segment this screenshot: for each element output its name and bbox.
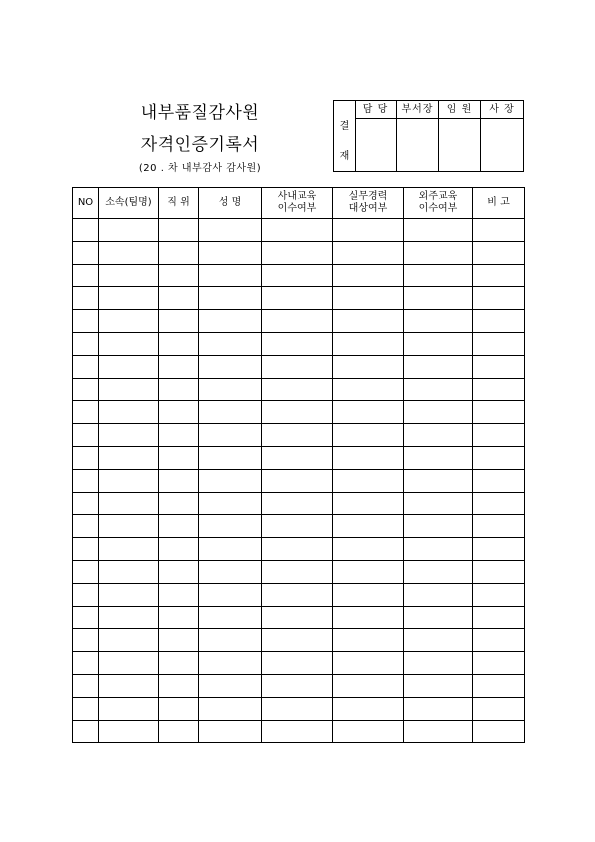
table-cell[interactable]	[199, 652, 262, 675]
table-cell[interactable]	[73, 492, 99, 515]
table-cell[interactable]	[473, 560, 525, 583]
table-cell[interactable]	[404, 469, 473, 492]
table-cell[interactable]	[333, 401, 404, 424]
table-cell[interactable]	[404, 606, 473, 629]
table-cell[interactable]	[333, 446, 404, 469]
document-title-line2: 자격인증기록서	[140, 135, 260, 155]
table-row	[73, 720, 525, 743]
table-row	[73, 583, 525, 606]
table-cell[interactable]	[159, 355, 199, 378]
table-cell[interactable]	[199, 241, 262, 264]
table-cell[interactable]	[159, 378, 199, 401]
table-cell[interactable]	[473, 378, 525, 401]
table-cell[interactable]	[199, 629, 262, 652]
table-cell[interactable]	[199, 697, 262, 720]
table-cell[interactable]	[473, 515, 525, 538]
header-work-experience: 실무경력 대상여부	[333, 188, 404, 219]
table-cell[interactable]	[73, 469, 99, 492]
table-cell[interactable]	[333, 492, 404, 515]
table-cell[interactable]	[199, 560, 262, 583]
table-cell[interactable]	[73, 538, 99, 561]
table-cell[interactable]	[473, 355, 525, 378]
table-cell[interactable]	[404, 652, 473, 675]
table-cell[interactable]	[73, 652, 99, 675]
table-cell[interactable]	[333, 515, 404, 538]
table-cell[interactable]	[199, 674, 262, 697]
table-cell[interactable]	[199, 538, 262, 561]
table-cell[interactable]	[199, 355, 262, 378]
table-cell[interactable]	[99, 538, 159, 561]
table-cell[interactable]	[159, 469, 199, 492]
table-cell[interactable]	[333, 629, 404, 652]
table-cell[interactable]	[159, 720, 199, 743]
table-row	[73, 538, 525, 561]
table-cell[interactable]	[333, 538, 404, 561]
table-cell[interactable]	[404, 264, 473, 287]
table-cell[interactable]	[159, 424, 199, 447]
table-cell[interactable]	[262, 241, 333, 264]
table-cell[interactable]	[473, 219, 525, 242]
table-cell[interactable]	[159, 652, 199, 675]
table-cell[interactable]	[333, 606, 404, 629]
table-cell[interactable]	[404, 287, 473, 310]
table-cell[interactable]	[99, 446, 159, 469]
table-cell[interactable]	[404, 355, 473, 378]
table-cell[interactable]	[262, 310, 333, 333]
table-row	[73, 674, 525, 697]
table-cell[interactable]	[99, 583, 159, 606]
table-cell[interactable]	[404, 241, 473, 264]
table-cell[interactable]	[404, 583, 473, 606]
table-cell[interactable]	[333, 424, 404, 447]
table-row	[73, 424, 525, 447]
table-cell[interactable]	[262, 219, 333, 242]
header-department: 소속(팀명)	[99, 188, 159, 219]
table-cell[interactable]	[404, 401, 473, 424]
table-cell[interactable]	[73, 401, 99, 424]
table-cell[interactable]	[99, 697, 159, 720]
table-row	[73, 629, 525, 652]
table-cell[interactable]	[199, 515, 262, 538]
table-cell[interactable]	[159, 606, 199, 629]
table-cell[interactable]	[73, 355, 99, 378]
table-cell[interactable]	[159, 332, 199, 355]
table-cell[interactable]	[99, 606, 159, 629]
table-header-row	[73, 188, 525, 219]
table-cell[interactable]	[262, 492, 333, 515]
document-subtitle: (20 . 차 내부감사 감사원)	[138, 163, 262, 174]
table-cell[interactable]	[333, 697, 404, 720]
table-cell[interactable]	[73, 287, 99, 310]
approval-header: 부서장	[397, 101, 438, 119]
table-cell[interactable]	[404, 629, 473, 652]
table-cell[interactable]	[99, 332, 159, 355]
table-row	[73, 446, 525, 469]
table-cell[interactable]	[262, 652, 333, 675]
table-cell[interactable]	[99, 492, 159, 515]
table-row	[73, 310, 525, 333]
approval-column	[355, 101, 397, 171]
table-cell[interactable]	[262, 560, 333, 583]
table-cell[interactable]	[199, 424, 262, 447]
table-cell[interactable]	[404, 219, 473, 242]
table-cell[interactable]	[473, 629, 525, 652]
approval-label	[334, 101, 356, 171]
table-cell[interactable]	[333, 264, 404, 287]
table-cell[interactable]	[473, 401, 525, 424]
table-cell[interactable]	[262, 674, 333, 697]
table-cell[interactable]	[99, 287, 159, 310]
table-cell[interactable]	[99, 355, 159, 378]
table-cell[interactable]	[404, 492, 473, 515]
table-cell[interactable]	[333, 560, 404, 583]
table-cell[interactable]	[99, 219, 159, 242]
table-cell[interactable]	[199, 219, 262, 242]
approval-header: 임 원	[439, 101, 480, 119]
table-cell[interactable]	[99, 629, 159, 652]
table-cell[interactable]	[262, 332, 333, 355]
approval-header: 사 장	[481, 101, 523, 119]
table-cell[interactable]	[99, 310, 159, 333]
table-cell[interactable]	[473, 287, 525, 310]
table-cell[interactable]	[262, 287, 333, 310]
table-cell[interactable]	[262, 697, 333, 720]
table-row	[73, 355, 525, 378]
table-cell[interactable]	[99, 652, 159, 675]
table-cell[interactable]	[199, 332, 262, 355]
table-cell[interactable]	[333, 720, 404, 743]
table-cell[interactable]	[404, 538, 473, 561]
table-cell[interactable]	[159, 560, 199, 583]
table-cell[interactable]	[333, 241, 404, 264]
approval-label-top: 결	[339, 121, 350, 132]
table-cell[interactable]	[473, 674, 525, 697]
table-cell[interactable]	[73, 332, 99, 355]
table-cell[interactable]	[159, 515, 199, 538]
table-cell[interactable]	[73, 515, 99, 538]
table-cell[interactable]	[404, 674, 473, 697]
table-cell[interactable]	[262, 446, 333, 469]
table-cell[interactable]	[404, 515, 473, 538]
table-cell[interactable]	[159, 697, 199, 720]
document-title-line1: 내부품질감사원	[140, 103, 260, 123]
table-cell[interactable]	[73, 446, 99, 469]
table-cell[interactable]	[73, 560, 99, 583]
table-cell[interactable]	[262, 606, 333, 629]
approval-column	[397, 101, 439, 171]
table-row	[73, 241, 525, 264]
table-cell[interactable]	[199, 446, 262, 469]
table-cell[interactable]	[473, 583, 525, 606]
table-cell[interactable]	[262, 583, 333, 606]
table-cell[interactable]	[199, 583, 262, 606]
approval-header: 담 당	[355, 101, 396, 119]
table-row	[73, 697, 525, 720]
table-cell[interactable]	[199, 401, 262, 424]
table-cell[interactable]	[159, 264, 199, 287]
header-position: 직 위	[159, 188, 199, 219]
table-cell[interactable]	[333, 378, 404, 401]
table-row	[73, 469, 525, 492]
table-cell[interactable]	[199, 492, 262, 515]
table-cell[interactable]	[262, 629, 333, 652]
table-cell[interactable]	[73, 241, 99, 264]
table-cell[interactable]	[99, 264, 159, 287]
table-cell[interactable]	[73, 697, 99, 720]
table-row	[73, 606, 525, 629]
table-row	[73, 560, 525, 583]
table-cell[interactable]	[473, 332, 525, 355]
table-cell[interactable]	[73, 583, 99, 606]
table-cell[interactable]	[73, 629, 99, 652]
table-row	[73, 652, 525, 675]
table-row	[73, 287, 525, 310]
table-cell[interactable]	[99, 560, 159, 583]
table-cell[interactable]	[262, 424, 333, 447]
table-cell[interactable]	[99, 515, 159, 538]
table-cell[interactable]	[333, 674, 404, 697]
table-cell[interactable]	[404, 446, 473, 469]
header-name: 성 명	[199, 188, 262, 219]
table-cell[interactable]	[473, 241, 525, 264]
table-cell[interactable]	[404, 332, 473, 355]
approval-label-bottom: 재	[339, 151, 350, 162]
table-cell[interactable]	[404, 697, 473, 720]
table-row	[73, 332, 525, 355]
table-cell[interactable]	[159, 401, 199, 424]
table-cell[interactable]	[404, 310, 473, 333]
table-cell[interactable]	[333, 583, 404, 606]
table-cell[interactable]	[99, 401, 159, 424]
table-cell[interactable]	[473, 492, 525, 515]
table-cell[interactable]	[262, 538, 333, 561]
table-cell[interactable]	[333, 287, 404, 310]
table-cell[interactable]	[262, 515, 333, 538]
table-cell[interactable]	[473, 697, 525, 720]
table-cell[interactable]	[404, 720, 473, 743]
table-cell[interactable]	[73, 424, 99, 447]
table-cell[interactable]	[262, 401, 333, 424]
table-cell[interactable]	[99, 674, 159, 697]
table-cell[interactable]	[333, 652, 404, 675]
approval-column	[439, 101, 481, 171]
table-cell[interactable]	[473, 469, 525, 492]
table-cell[interactable]	[159, 310, 199, 333]
table-row	[73, 515, 525, 538]
table-cell[interactable]	[262, 264, 333, 287]
table-row	[73, 378, 525, 401]
table-cell[interactable]	[99, 424, 159, 447]
table-cell[interactable]	[159, 629, 199, 652]
table-cell[interactable]	[262, 720, 333, 743]
table-cell[interactable]	[333, 332, 404, 355]
table-cell[interactable]	[99, 720, 159, 743]
table-cell[interactable]	[73, 606, 99, 629]
table-cell[interactable]	[199, 378, 262, 401]
header-internal-training: 사내교육 이수여부	[262, 188, 333, 219]
table-row	[73, 219, 525, 242]
table-cell[interactable]	[159, 446, 199, 469]
qualification-record-table	[72, 187, 525, 743]
table-cell[interactable]	[473, 606, 525, 629]
approval-box	[333, 100, 524, 172]
table-cell[interactable]	[73, 674, 99, 697]
header-external-training: 외주교육 이수여부	[404, 188, 473, 219]
table-cell[interactable]	[99, 241, 159, 264]
table-cell[interactable]	[73, 378, 99, 401]
table-cell[interactable]	[73, 720, 99, 743]
table-cell[interactable]	[333, 469, 404, 492]
table-cell[interactable]	[199, 310, 262, 333]
table-cell[interactable]	[159, 287, 199, 310]
table-cell[interactable]	[159, 583, 199, 606]
table-cell[interactable]	[199, 606, 262, 629]
table-cell[interactable]	[199, 287, 262, 310]
table-cell[interactable]	[73, 219, 99, 242]
table-cell[interactable]	[199, 720, 262, 743]
table-cell[interactable]	[159, 219, 199, 242]
table-row	[73, 492, 525, 515]
table-cell[interactable]	[473, 310, 525, 333]
table-cell[interactable]	[404, 560, 473, 583]
table-cell[interactable]	[473, 652, 525, 675]
table-cell[interactable]	[73, 310, 99, 333]
header-remarks: 비 고	[473, 188, 525, 219]
table-cell[interactable]	[262, 469, 333, 492]
table-cell[interactable]	[99, 378, 159, 401]
table-cell[interactable]	[159, 674, 199, 697]
table-cell[interactable]	[333, 355, 404, 378]
table-cell[interactable]	[159, 538, 199, 561]
header-no: NO	[73, 188, 99, 219]
table-cell[interactable]	[404, 378, 473, 401]
table-cell[interactable]	[159, 492, 199, 515]
table-row	[73, 401, 525, 424]
table-cell[interactable]	[159, 241, 199, 264]
table-cell[interactable]	[262, 355, 333, 378]
table-cell[interactable]	[404, 424, 473, 447]
table-cell[interactable]	[473, 720, 525, 743]
table-cell[interactable]	[333, 310, 404, 333]
table-cell[interactable]	[473, 446, 525, 469]
table-cell[interactable]	[99, 469, 159, 492]
table-cell[interactable]	[262, 378, 333, 401]
table-cell[interactable]	[199, 469, 262, 492]
table-cell[interactable]	[73, 264, 99, 287]
approval-column	[481, 101, 523, 171]
table-cell[interactable]	[473, 538, 525, 561]
table-cell[interactable]	[473, 424, 525, 447]
table-cell[interactable]	[199, 264, 262, 287]
table-cell[interactable]	[333, 219, 404, 242]
table-cell[interactable]	[473, 264, 525, 287]
table-row	[73, 264, 525, 287]
